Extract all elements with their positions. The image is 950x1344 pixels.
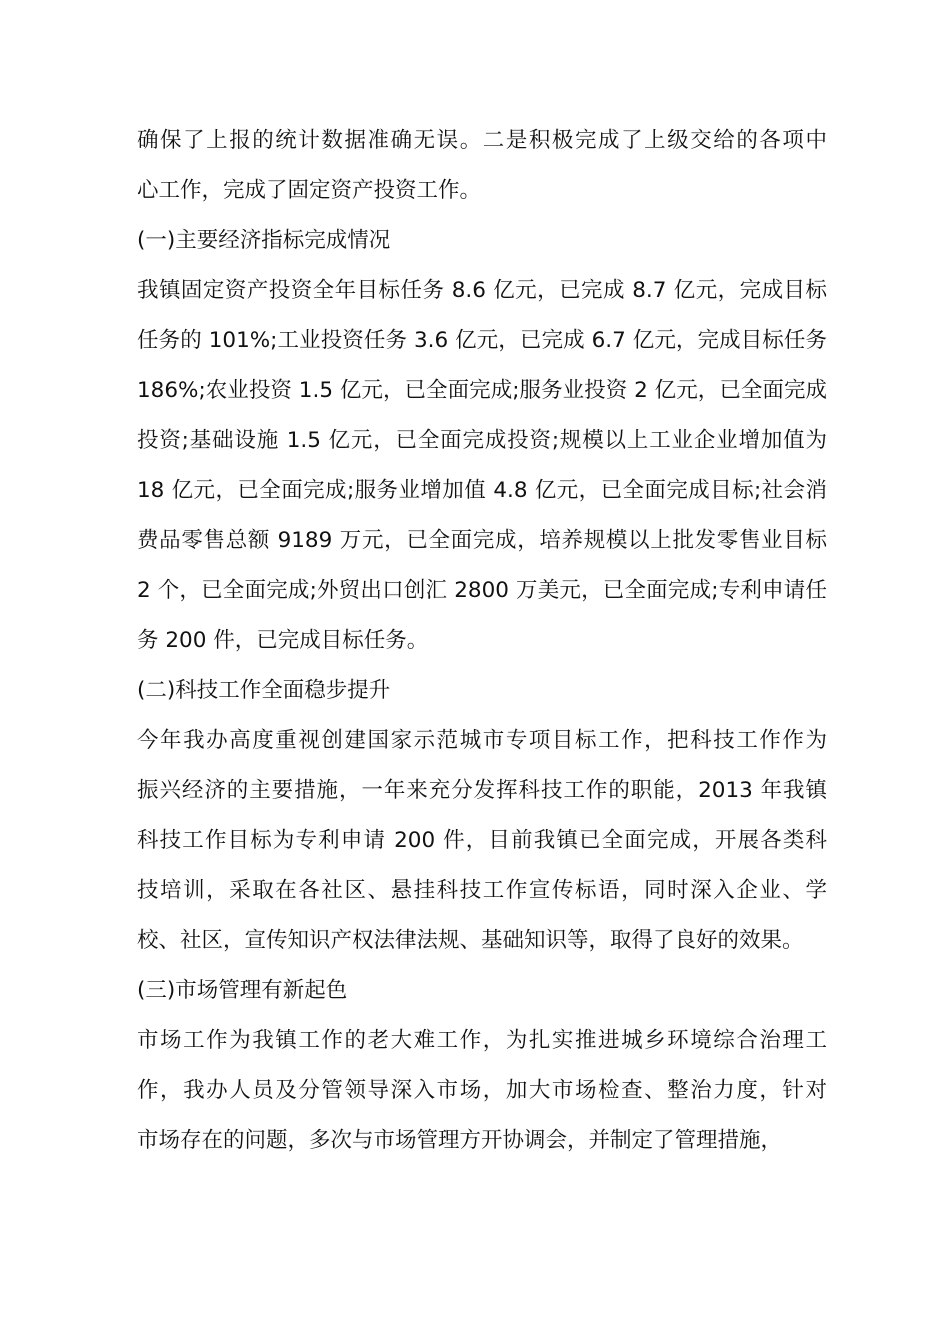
section-heading: (二)科技工作全面稳步提升: [137, 678, 391, 703]
text-line: 18 亿元，已全面完成;服务业增加值 4.8 亿元，已全面完成目标;社会消: [137, 478, 827, 503]
text-line: 校、社区，宣传知识产权法律法规、基础知识等，取得了良好的效果。: [137, 928, 804, 953]
text-line: 科技工作目标为专利申请 200 件，目前我镇已全面完成，开展各类科: [137, 828, 827, 853]
text-line: 186%;农业投资 1.5 亿元，已全面完成;服务业投资 2 亿元，已全面完成: [137, 378, 827, 403]
section-heading: (一)主要经济指标完成情况: [137, 228, 391, 253]
text-line: 市场工作为我镇工作的老大难工作，为扎实推进城乡环境综合治理工: [137, 1028, 827, 1053]
section-heading: (三)市场管理有新起色: [137, 978, 348, 1003]
text-line: 心工作，完成了固定资产投资工作。: [137, 178, 482, 203]
text-line: 市场存在的问题，多次与市场管理方开协调会，并制定了管理措施，: [137, 1128, 783, 1153]
text-line: 我镇固定资产投资全年目标任务 8.6 亿元，已完成 8.7 亿元，完成目标: [137, 278, 827, 303]
text-line: 费品零售总额 9189 万元，已全面完成，培养规模以上批发零售业目标: [137, 528, 827, 553]
text-line: 技培训，采取在各社区、悬挂科技工作宣传标语，同时深入企业、学: [137, 878, 827, 903]
text-line: 振兴经济的主要措施，一年来充分发挥科技工作的职能，2013 年我镇: [137, 778, 827, 803]
text-line: 任务的 101%;工业投资任务 3.6 亿元，已完成 6.7 亿元，完成目标任务: [137, 328, 827, 353]
text-line: 作，我办人员及分管领导深入市场，加大市场检查、整治力度，针对: [137, 1078, 827, 1103]
text-line: 投资;基础设施 1.5 亿元，已全面完成投资;规模以上工业企业增加值为: [137, 428, 827, 453]
text-line: 务 200 件，已完成目标任务。: [137, 628, 429, 653]
text-line: 今年我办高度重视创建国家示范城市专项目标工作，把科技工作作为: [137, 728, 827, 753]
text-line: 确保了上报的统计数据准确无误。二是积极完成了上级交给的各项中: [137, 128, 827, 153]
text-line: 2 个，已全面完成;外贸出口创汇 2800 万美元，已全面完成;专利申请任: [137, 578, 827, 603]
